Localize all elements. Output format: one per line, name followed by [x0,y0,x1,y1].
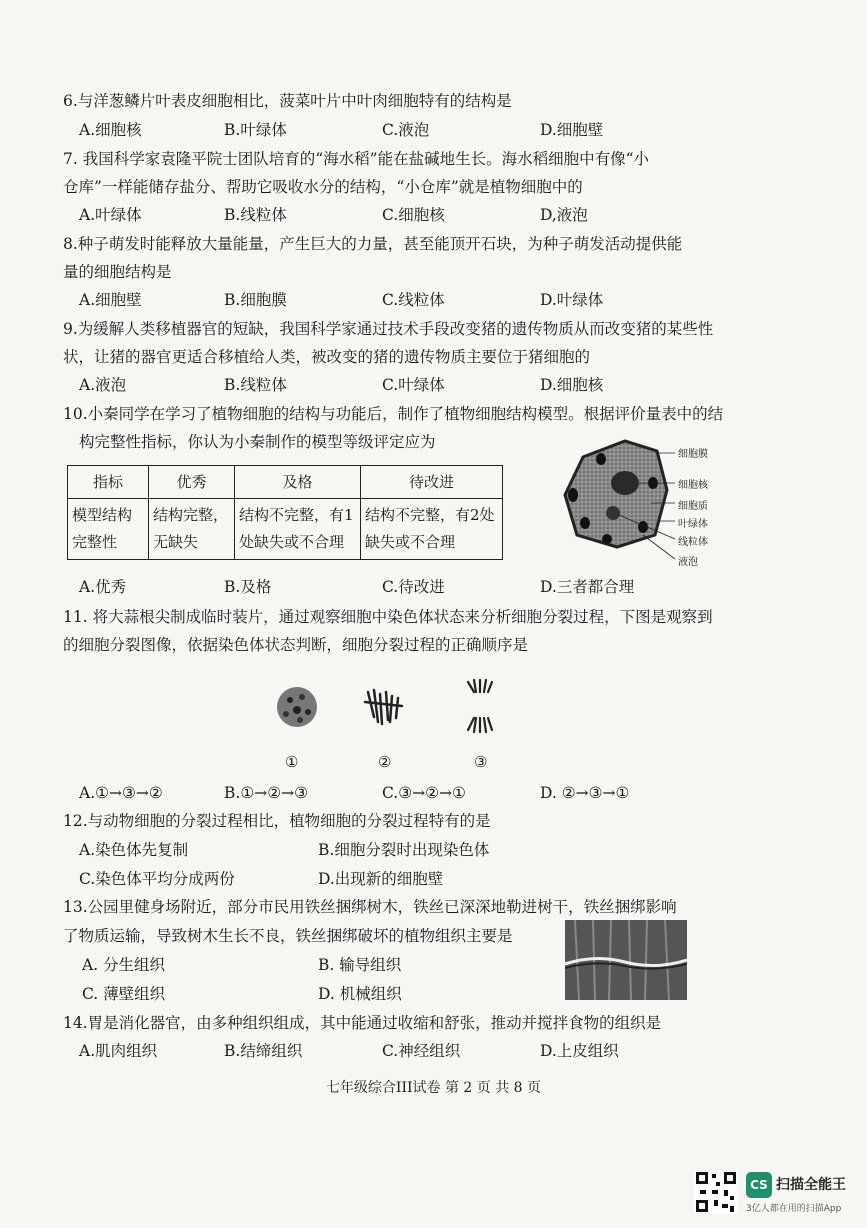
q12-option-b: B.细胞分裂时出现染色体 [318,841,490,859]
q8-stem-line2: 量的细胞结构是 [63,263,172,281]
q7-stem-line1: 7. 我国科学家袁隆平院士团队培育的“海水稻”能在盐碱地生长。海水稻细胞中有像“小 [63,150,649,168]
q14-stem: 14.胃是消化器官，由多种组织组成，其中能通过收缩和舒张，推动并搅拌食物的组织是 [63,1014,662,1032]
q6-stem: 6.与洋葱鳞片叶表皮细胞相比，菠菜叶片中叶肉细胞特有的结构是 [63,92,512,110]
q10-stem-line2: 构完整性指标，你认为小秦制作的模型等级评定应为 [79,433,436,451]
table-cell: 结构不完整，有1处缺失或不合理 [235,499,361,560]
table-header-cell: 优秀 [149,466,235,499]
qr-code-icon [694,1170,738,1214]
figure-label-3: ③ [474,753,488,771]
label-mitochondria: 线粒体 [678,537,708,548]
q10-option-b: B.及格 [224,578,272,596]
q7-option-b: B.线粒体 [224,206,287,224]
q11-stem-line1: 11. 将大蒜根尖制成临时装片，通过观察细胞中染色体状态来分析细胞分裂过程，下图是观察到 [63,608,713,626]
q6-option-c: C.液泡 [382,121,430,139]
table-header-row [68,466,503,499]
q10-stem-line1: 10.小秦同学在学习了植物细胞的结构与功能后，制作了植物细胞结构模型。根据评价量表中的结 [63,405,724,423]
q13-option-b: B. 输导组织 [318,956,402,974]
division-image-1 [277,687,317,727]
q8-option-c: C.线粒体 [382,291,445,309]
q10-option-a: A.优秀 [79,578,127,596]
camscanner-logo: CS [746,1172,772,1198]
q8-option-a: A.细胞壁 [79,291,142,309]
q12-option-a: A.染色体先复制 [79,841,189,859]
q6-option-b: B.叶绿体 [224,121,287,139]
q11-option-b: B.①→②→③ [224,784,308,802]
q12-stem: 12.与动物细胞的分裂过程相比，植物细胞的分裂过程特有的是 [63,812,491,830]
q14-option-c: C.神经组织 [382,1042,461,1060]
table-cell: 结构完整，无缺失 [149,499,235,560]
table-header-cell: 待改进 [361,466,503,499]
cell-division-images [270,672,510,742]
camscanner-tagline: 3亿人都在用的扫描App [746,1204,842,1214]
q9-option-c: C.叶绿体 [382,376,445,394]
q14-option-a: A.肌肉组织 [79,1042,158,1060]
division-image-2 [365,690,402,724]
q11-stem-line2: 的细胞分裂图像，依据染色体状态判断，细胞分裂过程的正确顺序是 [63,636,529,654]
q9-stem-line1: 9.为缓解人类移植器官的短缺，我国科学家通过技术手段改变猪的遗传物质从而改变猪的某些性 [63,320,714,338]
table-row [68,499,503,560]
q7-option-c: C.细胞核 [382,206,445,224]
q9-option-a: A.液泡 [79,376,127,394]
table-header-cell: 及格 [235,466,361,499]
q12-option-c: C.染色体平均分成两份 [79,870,235,888]
q10-option-c: C.待改进 [382,578,445,596]
label-cell-membrane: 细胞膜 [678,449,708,460]
q14-option-d: D.上皮组织 [540,1042,619,1060]
q6-option-d: D.细胞壁 [540,121,604,139]
page-footer: 七年级综合III试卷 第 2 页 共 8 页 [325,1080,542,1096]
q7-stem-line2: 仓库”一样能储存盐分、帮助它吸收水分的结构，“小仓库”就是植物细胞中的 [63,178,583,196]
table-cell: 结构不完整，有2处缺失或不合理 [361,499,503,560]
q13-option-a: A. 分生组织 [82,956,166,974]
q7-option-d: D,液泡 [540,206,588,224]
q9-option-b: B.线粒体 [224,376,287,394]
q9-stem-line2: 状，让猪的器官更适合移植给人类，被改变的猪的遗传物质主要位于猪细胞的 [63,348,591,366]
tree-trunk-wire-photo [565,920,687,1000]
q8-option-b: B.细胞膜 [224,291,287,309]
q8-stem-line1: 8.种子萌发时能释放大量能量，产生巨大的力量，甚至能顶开石块，为种子萌发活动提供能 [63,235,683,253]
q13-stem-line1: 13.公园里健身场附近，部分市民用铁丝捆绑树木，铁丝已深深地勒进树干，铁丝捆绑影响 [63,898,677,916]
q13-stem-line2: 了物质运输，导致树木生长不良，铁丝捆绑破坏的植物组织主要是 [63,927,513,945]
q13-option-d: D. 机械组织 [318,985,402,1003]
table-cell: 模型结构完整性 [68,499,149,560]
q13-option-c: C. 薄壁组织 [82,985,166,1003]
q10-option-d: D.三者都合理 [540,578,635,596]
division-image-3 [468,680,492,732]
label-nucleus: 细胞核 [678,480,708,491]
camscanner-name: 扫描全能王 [776,1177,846,1193]
q6-option-a: A.细胞核 [79,121,142,139]
evaluation-table [67,465,503,560]
q8-option-d: D.叶绿体 [540,291,604,309]
label-vacuole: 液泡 [678,557,698,568]
label-chloroplast: 叶绿体 [678,519,708,530]
q9-option-d: D.细胞核 [540,376,604,394]
q11-option-c: C.③→②→① [382,784,466,802]
figure-label-1: ① [285,753,299,771]
plant-cell-model-image [555,435,740,570]
table-header-cell: 指标 [68,466,149,499]
q7-option-a: A.叶绿体 [79,206,142,224]
q11-option-a: A.①→③→② [79,784,163,802]
figure-label-2: ② [378,753,392,771]
q12-option-d: D.出现新的细胞壁 [318,870,444,888]
q14-option-b: B.结缔组织 [224,1042,303,1060]
label-cytoplasm: 细胞质 [678,501,708,512]
q11-option-d: D. ②→③→① [540,784,630,802]
